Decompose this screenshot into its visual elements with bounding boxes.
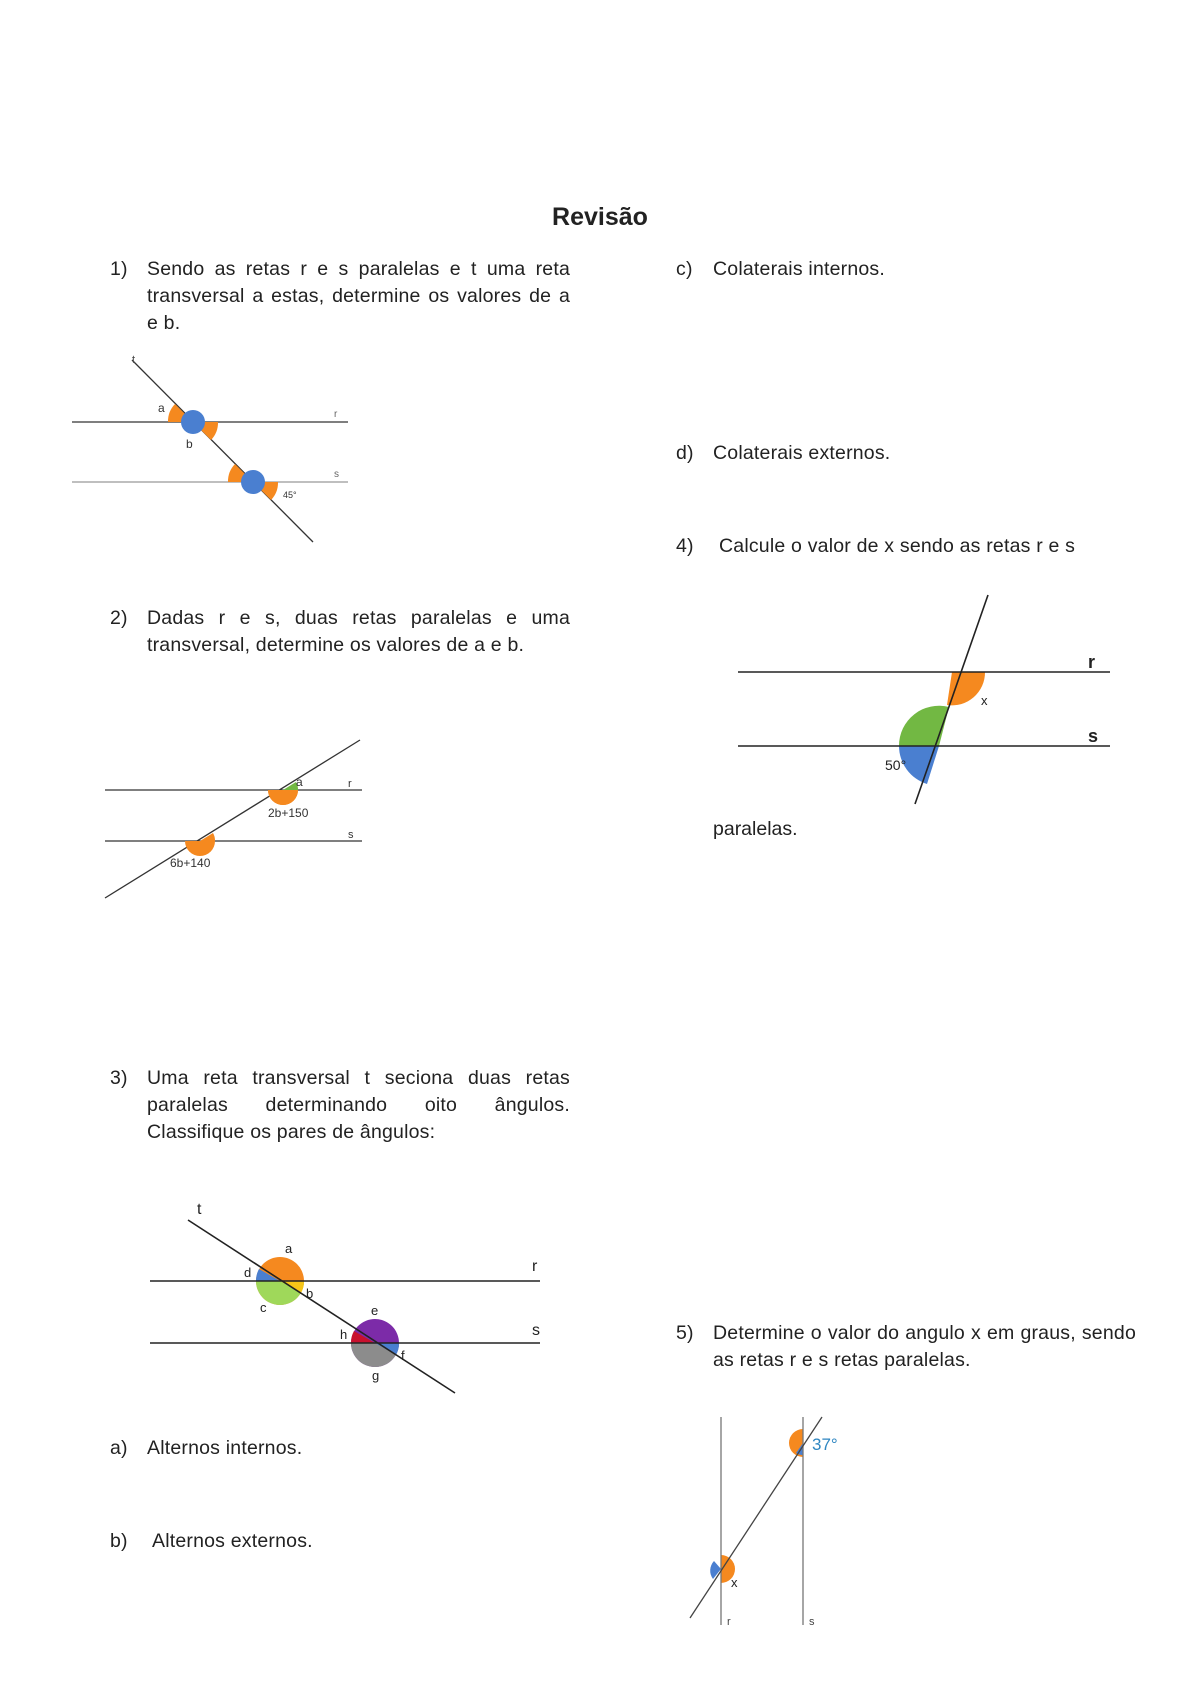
label-a: a: [158, 401, 165, 415]
figure-q1: [70, 355, 360, 545]
label-f: f: [401, 1348, 405, 1363]
label-s: s: [532, 1322, 540, 1339]
label-b: b: [306, 1286, 314, 1301]
label-r: r: [348, 778, 352, 790]
question-text: Dadas r e s, duas retas paralelas e uma transversal, determine os valores de a e b.: [147, 607, 570, 656]
label-h: h: [340, 1327, 348, 1342]
label-r: r: [334, 409, 338, 420]
question-number: 4): [676, 535, 694, 557]
label-c: c: [260, 1300, 267, 1315]
item-letter: a): [110, 1437, 128, 1459]
item-a: [110, 1435, 570, 1462]
label-t: t: [132, 354, 136, 366]
label-s: s: [348, 829, 354, 841]
figure-q3: [145, 1195, 545, 1395]
figure-q2: [100, 735, 365, 900]
item-text: Colaterais externos.: [713, 442, 891, 464]
item-c: [676, 256, 1136, 283]
label-x: x: [981, 693, 988, 708]
question-number: 1): [110, 258, 128, 280]
label-s: s: [1088, 726, 1099, 746]
item-d: [676, 440, 1136, 467]
label-lower-expr: 6b+140: [170, 856, 211, 870]
question-4: [676, 533, 1136, 560]
figure-q4: [735, 590, 1115, 810]
label-upper-expr: 2b+150: [268, 806, 309, 820]
item-letter: d): [676, 442, 694, 464]
label-s: s: [334, 469, 339, 480]
label-angle-50: 50°: [885, 757, 907, 773]
question-1: [110, 256, 570, 337]
label-a: a: [285, 1241, 293, 1256]
item-text: Alternos internos.: [147, 1437, 303, 1459]
question-text: Sendo as retas r e s paralelas e t uma reta transversal a estas, determine os valores de a e b.: [147, 258, 570, 334]
item-text: Colaterais internos.: [713, 258, 885, 280]
label-r: r: [727, 1616, 731, 1628]
label-t: t: [197, 1201, 202, 1218]
label-d: d: [244, 1265, 252, 1280]
question-text: Uma reta transversal t seciona duas retas paralelas determinando oito ângulos. Classifique os pares de ângulos:: [147, 1067, 570, 1143]
item-letter: c): [676, 258, 693, 280]
item-letter: b): [110, 1530, 128, 1552]
label-g: g: [372, 1368, 380, 1383]
label-s: s: [809, 1616, 815, 1628]
question-text: Calcule o valor de x sendo as retas r e s: [719, 535, 1076, 557]
figure-q5: [685, 1415, 845, 1635]
label-a: a: [296, 775, 303, 789]
question-text: Determine o valor do angulo x em graus, sendo as retas r e s retas paralelas.: [713, 1322, 1136, 1371]
label-angle-45: 45°: [283, 490, 297, 500]
label-b: b: [186, 437, 193, 451]
question-number: 3): [110, 1067, 128, 1089]
question-number: 2): [110, 607, 128, 629]
page-title: Revisão: [552, 203, 648, 231]
label-r: r: [1088, 652, 1096, 672]
question-4-continuation: paralelas.: [713, 818, 798, 840]
label-e: e: [371, 1303, 379, 1318]
label-r: r: [532, 1258, 538, 1275]
item-text: Alternos externos.: [152, 1530, 313, 1552]
item-b: [110, 1528, 570, 1555]
question-2: [110, 605, 570, 659]
question-number: 5): [676, 1322, 694, 1344]
label-x: x: [731, 1575, 738, 1590]
question-3: [110, 1065, 570, 1146]
label-angle-37: 37°: [812, 1435, 838, 1454]
question-5: [676, 1320, 1136, 1374]
